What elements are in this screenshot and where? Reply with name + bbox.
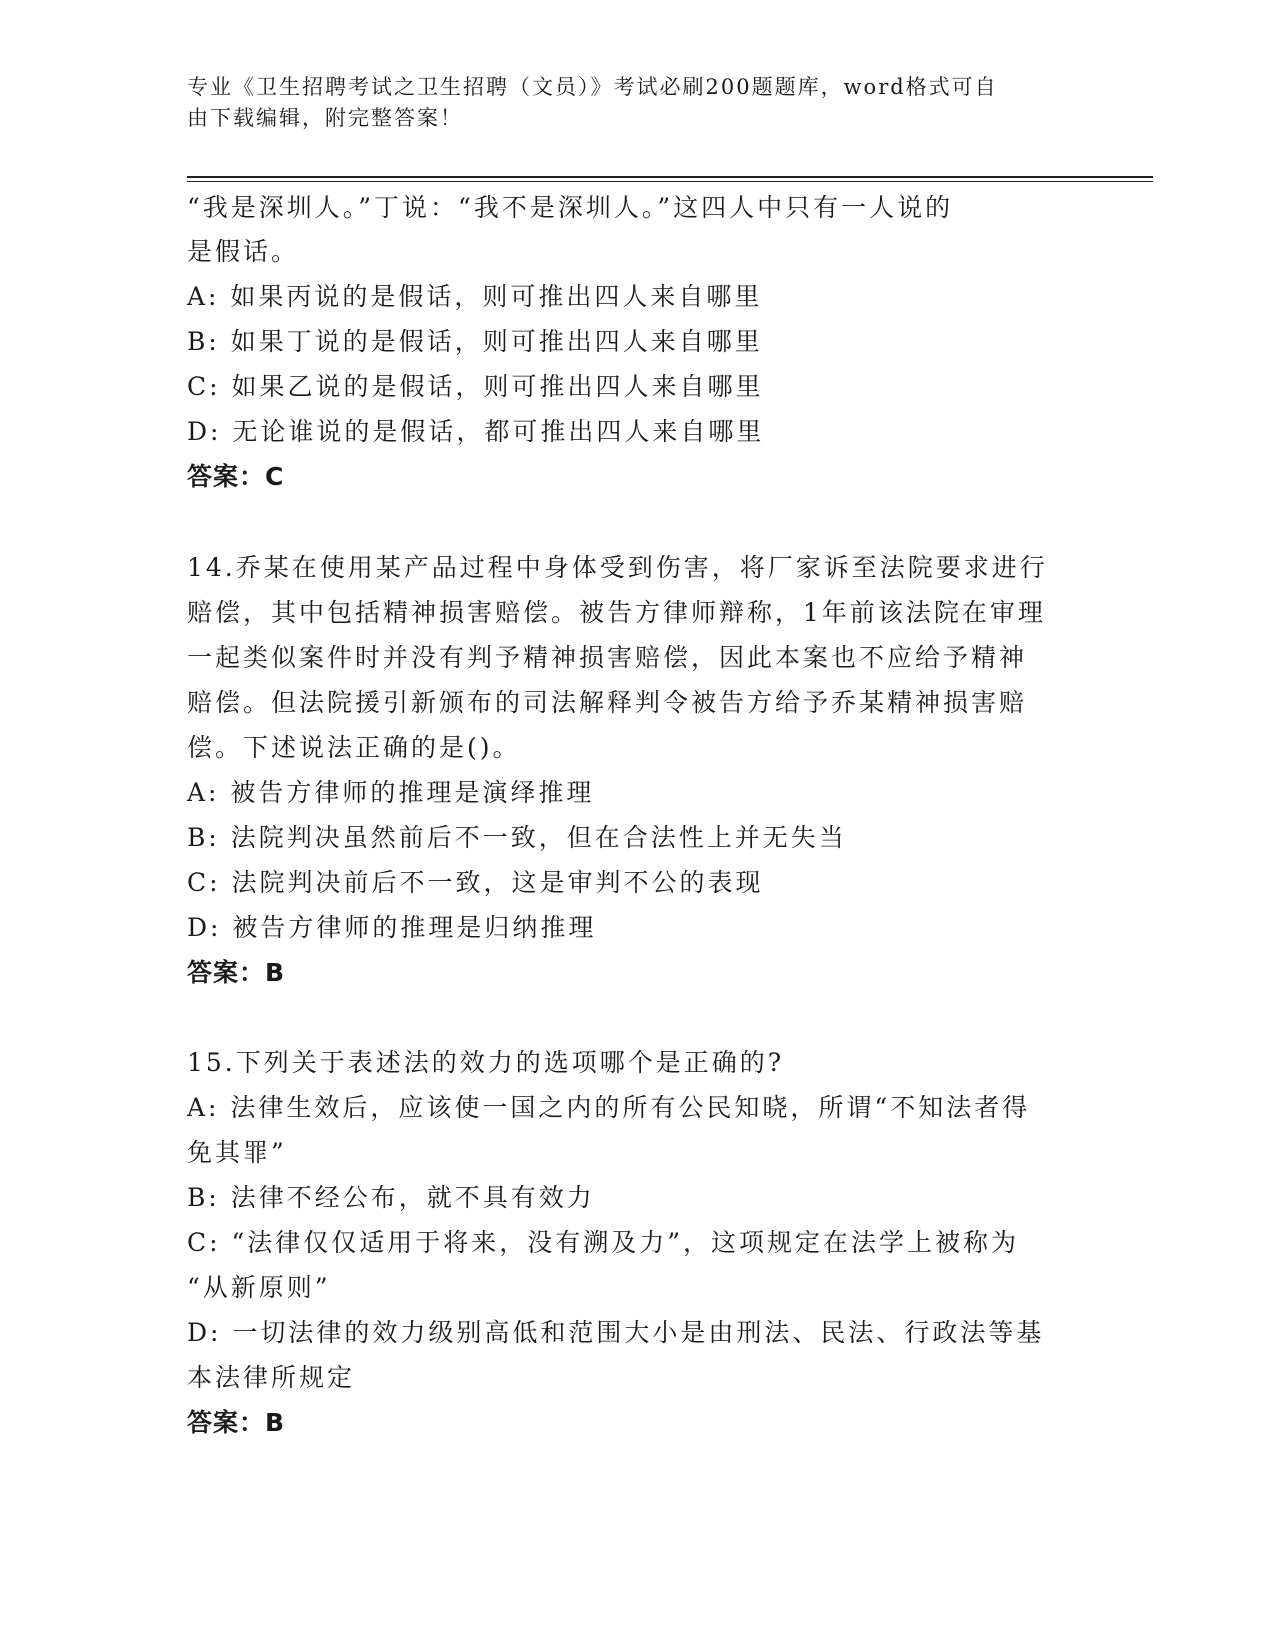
q14-stem-line-5: 偿。下述说法正确的是()。 — [187, 733, 521, 762]
q14-stem-line-2: 赔偿，其中包括精神损害赔偿。被告方律师辩称，1年前该法院在审理 — [187, 598, 1046, 627]
header-line-1: 专业《卫生招聘考试之卫生招聘（文员）》考试必刷200题题库，word格式可自 — [187, 75, 998, 99]
q15-stem-line-1: 15.下列关于表述法的效力的选项哪个是正确的? — [187, 1048, 785, 1077]
q14-option-d: D: 被告方律师的推理是归纳推理 — [187, 913, 597, 942]
q15-option-c-line-2: “从新原则” — [187, 1273, 331, 1302]
q14-answer: 答案：B — [187, 958, 286, 987]
q14-option-b: B: 法院判决虽然前后不一致，但在合法性上并无失当 — [187, 823, 847, 852]
q13-option-a: A: 如果丙说的是假话，则可推出四人来自哪里 — [187, 282, 763, 311]
q15-option-a-line-1: A: 法律生效后，应该使一国之内的所有公民知晓，所谓“不知法者得 — [187, 1093, 1031, 1122]
header-divider-thin — [187, 181, 1153, 182]
q14-stem-line-4: 赔偿。但法院援引新颁布的司法解释判令被告方给予乔某精神损害赔 — [187, 688, 1028, 717]
q13-answer: 答案：C — [187, 462, 285, 491]
q14-option-c: C: 法院判决前后不一致，这是审判不公的表现 — [187, 868, 764, 897]
q14-stem-line-3: 一起类似案件时并没有判予精神损害赔偿，因此本案也不应给予精神 — [187, 643, 1028, 672]
q13-option-d: D: 无论谁说的是假话，都可推出四人来自哪里 — [187, 417, 765, 446]
q13-stem-line-2: 是假话。 — [187, 237, 300, 266]
q15-option-a-line-2: 免其罪” — [187, 1138, 287, 1167]
document-header — [187, 72, 1087, 134]
header-line-2: 由下载编辑，附完整答案！ — [187, 106, 463, 130]
q15-option-c-line-1: C: “法律仅仅适用于将来，没有溯及力”，这项规定在法学上被称为 — [187, 1228, 1020, 1257]
header-divider-thick — [187, 176, 1153, 178]
q13-option-b: B: 如果丁说的是假话，则可推出四人来自哪里 — [187, 327, 763, 356]
q14-stem-line-1: 14.乔某在使用某产品过程中身体受到伤害，将厂家诉至法院要求进行 — [187, 553, 1048, 582]
q15-option-b: B: 法律不经公布，就不具有效力 — [187, 1183, 595, 1212]
q15-option-d-line-1: D: 一切法律的效力级别高低和范围大小是由刑法、民法、行政法等基 — [187, 1318, 1045, 1347]
q15-option-d-line-2: 本法律所规定 — [187, 1363, 356, 1392]
q15-answer: 答案：B — [187, 1408, 286, 1437]
q13-option-c: C: 如果乙说的是假话，则可推出四人来自哪里 — [187, 372, 764, 401]
q13-stem-line-1: “我是深圳人。”丁说：“我不是深圳人。”这四人中只有一人说的 — [187, 193, 954, 222]
q14-option-a: A: 被告方律师的推理是演绎推理 — [187, 778, 595, 807]
